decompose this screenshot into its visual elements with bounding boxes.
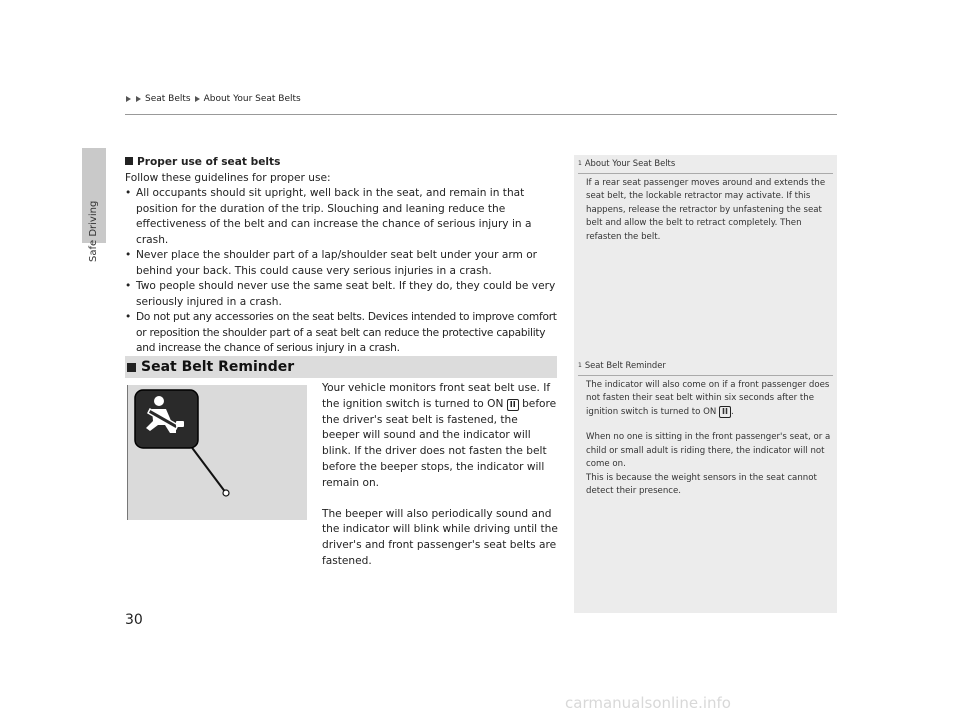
- note-body: If a rear seat passenger moves around and extends the seat belt, the lockable retractor may activate. If this happens, release the retractor by unfastening the seat belt and allow the belt to retract completely. Then refasten the belt.: [586, 177, 826, 242]
- seat-belt-reminder-header: [125, 356, 557, 378]
- seat-belt-reminder-text: [322, 381, 558, 585]
- section-heading-text: Proper use of seat belts: [137, 156, 281, 168]
- triangle-right-icon: [126, 96, 131, 102]
- section-heading: [125, 155, 561, 171]
- guidelines-list: [125, 186, 561, 357]
- note-body-text: When no one is sitting in the front passenger's seat, or a child or small adult is riding there, the indicator will not come on.: [586, 432, 831, 469]
- note-body: [578, 379, 833, 499]
- proper-use-section: [125, 155, 561, 357]
- note-title-text[interactable]: Seat Belt Reminder: [584, 360, 666, 370]
- list-item: • All occupants should sit upright, well back in the seat, and remain in that position for the duration of the trip. Slouching and leaning reduce the effectiveness of the belt and can increase the chance of serious injury in a crash.: [125, 186, 561, 248]
- page-number: 30: [125, 612, 143, 628]
- seat-belt-indicator-illustration: [127, 385, 307, 520]
- square-bullet-icon: [125, 157, 133, 165]
- reminder-text: before the driver's seat belt is fastened, the beeper will sound and the indicator will blink. If the driver does not fasten the belt before the beeper stops, the indicator will remain on.: [322, 397, 557, 489]
- note-number: 1: [578, 362, 582, 369]
- breadcrumb-item[interactable]: About Your Seat Belts: [203, 94, 301, 104]
- list-item: • Do not put any accessories on the seat belts. Devices intended to improve comfort or reposition the shoulder part of a seat belt can reduce the protective capability and increase the chance of serious injury in a crash.: [125, 310, 561, 357]
- breadcrumb-item[interactable]: Seat Belts: [145, 94, 191, 104]
- header-divider: [125, 114, 837, 115]
- breadcrumb: [125, 94, 301, 104]
- note-body-text: The indicator will also come on if a front passenger does not fasten their seat belt within six seconds after the ignition switch is turned to ON: [586, 379, 830, 417]
- reminder-paragraph: [322, 381, 558, 492]
- triangle-right-icon: [195, 96, 200, 102]
- note-number: 1: [578, 160, 582, 167]
- note-divider: [578, 375, 833, 376]
- note-about-seat-belts: [578, 157, 833, 244]
- section-heading-text: Seat Belt Reminder: [141, 359, 295, 375]
- watermark: carmanualsonline.info: [565, 694, 731, 712]
- side-label: Safe Driving: [88, 200, 99, 262]
- ignition-on-key-icon: II: [719, 406, 731, 418]
- list-item: • Never place the shoulder part of a lap/shoulder seat belt under your arm or behind your back. This could cause very serious injuries in a crash.: [125, 248, 561, 279]
- indicator-diagram: [128, 385, 307, 520]
- reminder-text: Your vehicle monitors front seat belt use. If the ignition switch is turned to ON: [322, 382, 551, 410]
- note-divider: [578, 173, 833, 174]
- note-title: [578, 359, 833, 373]
- intro-text: Follow these guidelines for proper use:: [125, 171, 331, 184]
- note-title-text[interactable]: About Your Seat Belts: [584, 158, 676, 168]
- triangle-right-icon: [136, 96, 141, 102]
- note-body-text: This is because the weight sensors in the seat cannot detect their presence.: [586, 472, 817, 496]
- note-title: [578, 157, 833, 171]
- ignition-on-key-icon: II: [507, 399, 519, 411]
- side-label-wrap: [88, 200, 102, 280]
- square-bullet-icon: [127, 363, 136, 372]
- note-body-text-end: .: [731, 406, 734, 417]
- note-seat-belt-reminder: [578, 359, 833, 499]
- reminder-paragraph: The beeper will also periodically sound and the indicator will blink while driving until the driver's and front passenger's seat belts are fastened.: [322, 507, 558, 567]
- list-item: • Two people should never use the same seat belt. If they do, they could be very seriously injured in a crash.: [125, 279, 561, 310]
